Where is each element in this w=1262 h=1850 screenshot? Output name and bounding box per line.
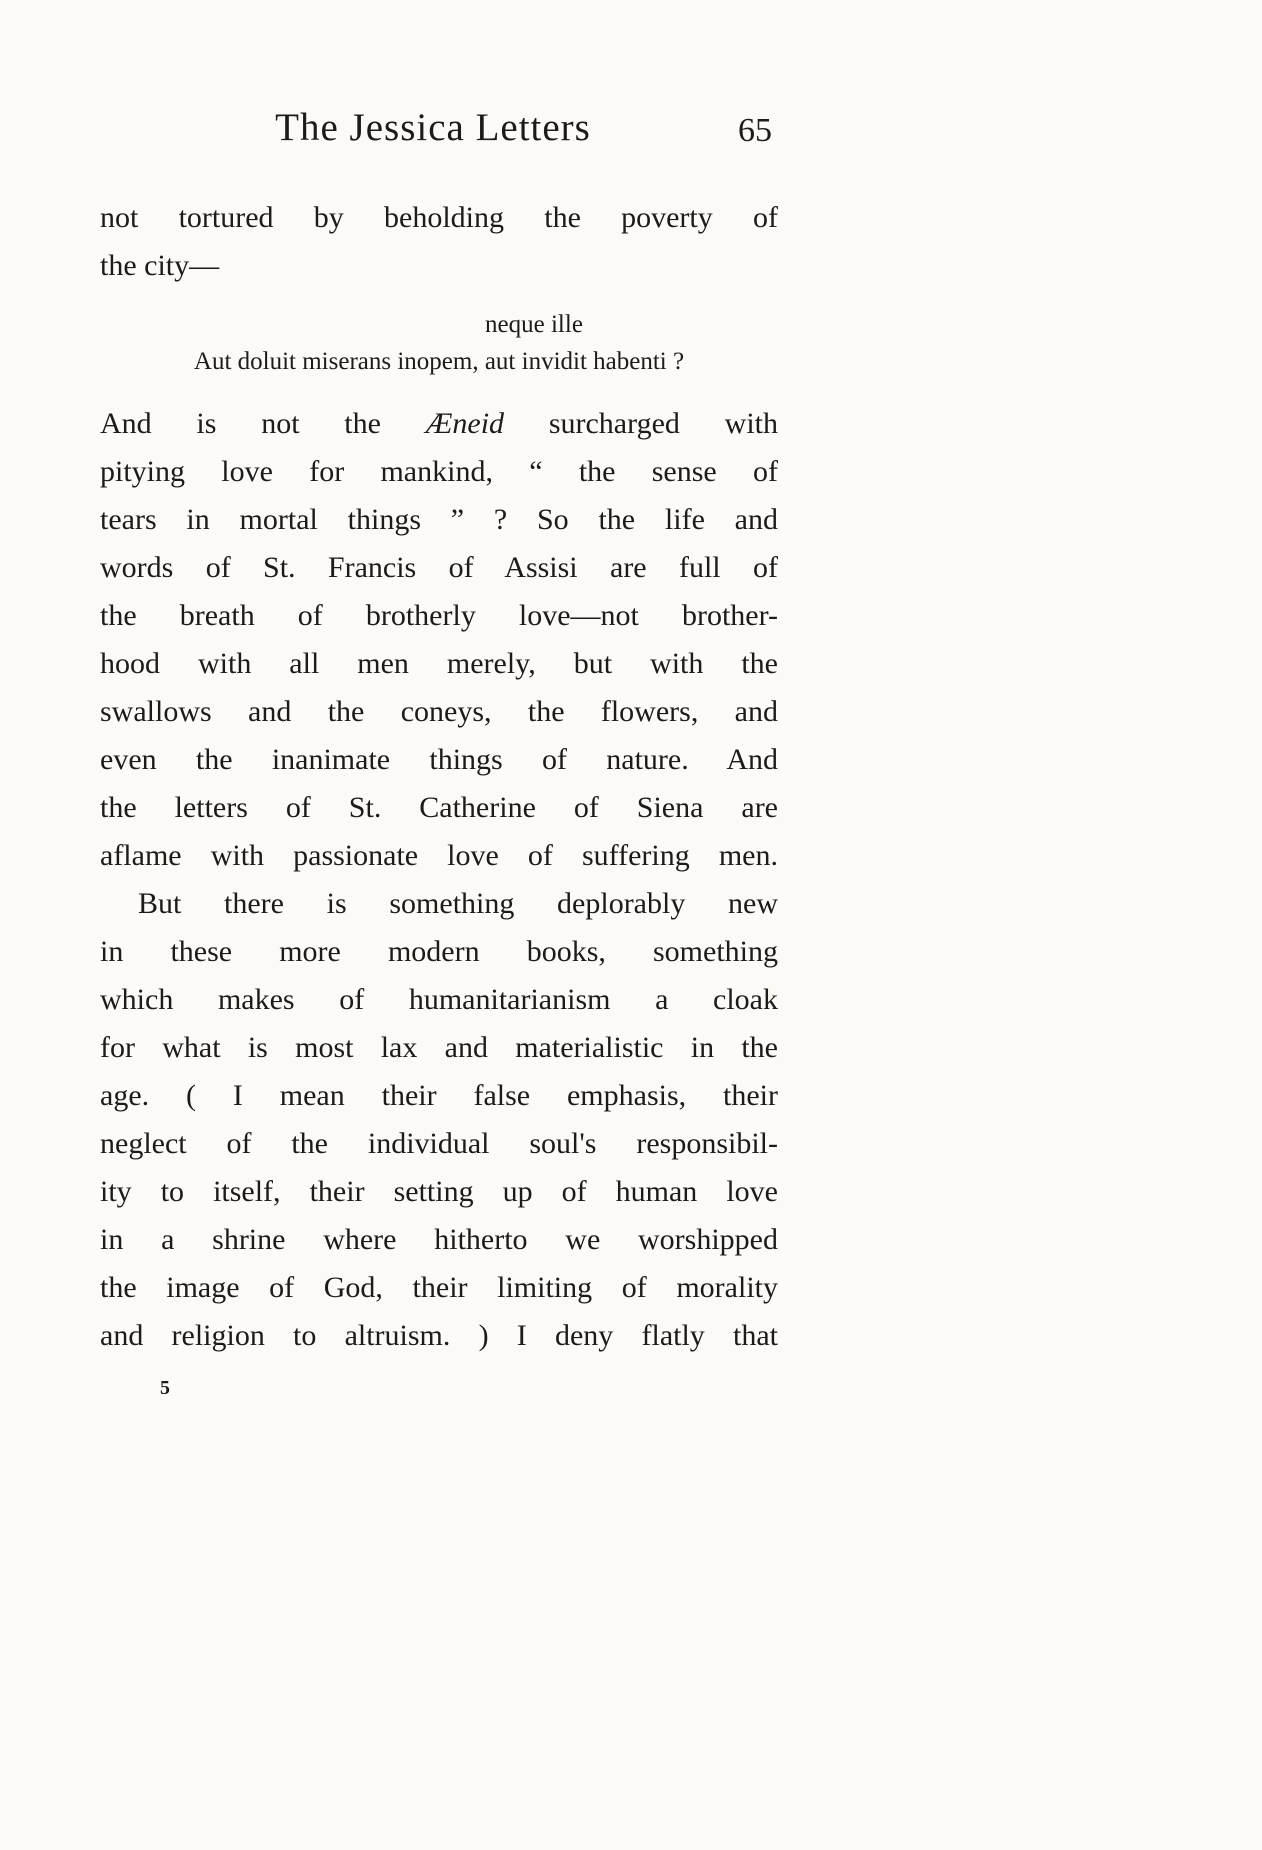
text-line: in a shrine where hitherto we worshipped xyxy=(100,1223,778,1256)
text-line: pitying love for mankind, “ the sense of xyxy=(100,455,778,488)
text-line: in these more modern books, something xyxy=(100,935,778,968)
text-line: the city— xyxy=(100,249,220,282)
text-line xyxy=(100,400,778,448)
italic-book-title: Æneid xyxy=(425,407,505,440)
text-line: tears in mortal things ” ? So the life and xyxy=(100,503,778,536)
text-line: aflame with passionate love of suffering men. xyxy=(100,839,778,872)
text-line: and religion to altruism. ) I deny flatly that xyxy=(100,1319,778,1352)
text-line: even the inanimate things of nature. And xyxy=(100,743,778,776)
text-line: But there is something deplorably new xyxy=(138,887,778,920)
text-segment: surcharged with xyxy=(504,407,778,440)
paragraph xyxy=(100,880,778,1360)
text-line: the letters of St. Catherine of Siena are xyxy=(100,791,778,824)
text-line: which makes of humanitarianism a cloak xyxy=(100,983,778,1016)
text-line: neglect of the individual soul's responsibil- xyxy=(100,1127,778,1160)
verse-line: neque ille xyxy=(485,311,583,338)
page-header xyxy=(100,102,778,158)
paragraph xyxy=(100,400,778,880)
verse-line: Aut doluit miserans inopem, aut invidit habenti ? xyxy=(193,348,685,375)
signature-mark: 5 xyxy=(160,1377,170,1399)
text-line: hood with all men merely, but with the xyxy=(100,647,778,680)
text-segment: And is not the xyxy=(100,407,426,440)
text-line: words of St. Francis of Assisi are full of xyxy=(100,551,778,584)
text-line: age. ( I mean their false emphasis, their xyxy=(100,1079,778,1112)
page-number: 65 xyxy=(738,112,772,149)
text-line: swallows and the coneys, the flowers, and xyxy=(100,695,778,728)
text-line: not tortured by beholding the poverty of xyxy=(100,201,778,234)
text-line: ity to itself, their setting up of human love xyxy=(100,1175,778,1208)
latin-verse-quote xyxy=(100,306,778,380)
text-line: the image of God, their limiting of morality xyxy=(100,1271,778,1304)
text-line: the breath of brotherly love—not brother- xyxy=(100,599,778,632)
running-title: The Jessica Letters xyxy=(275,106,591,149)
text-line: for what is most lax and materialistic in the xyxy=(100,1031,778,1064)
paragraph-continued xyxy=(100,194,778,290)
text-block xyxy=(100,102,778,1400)
